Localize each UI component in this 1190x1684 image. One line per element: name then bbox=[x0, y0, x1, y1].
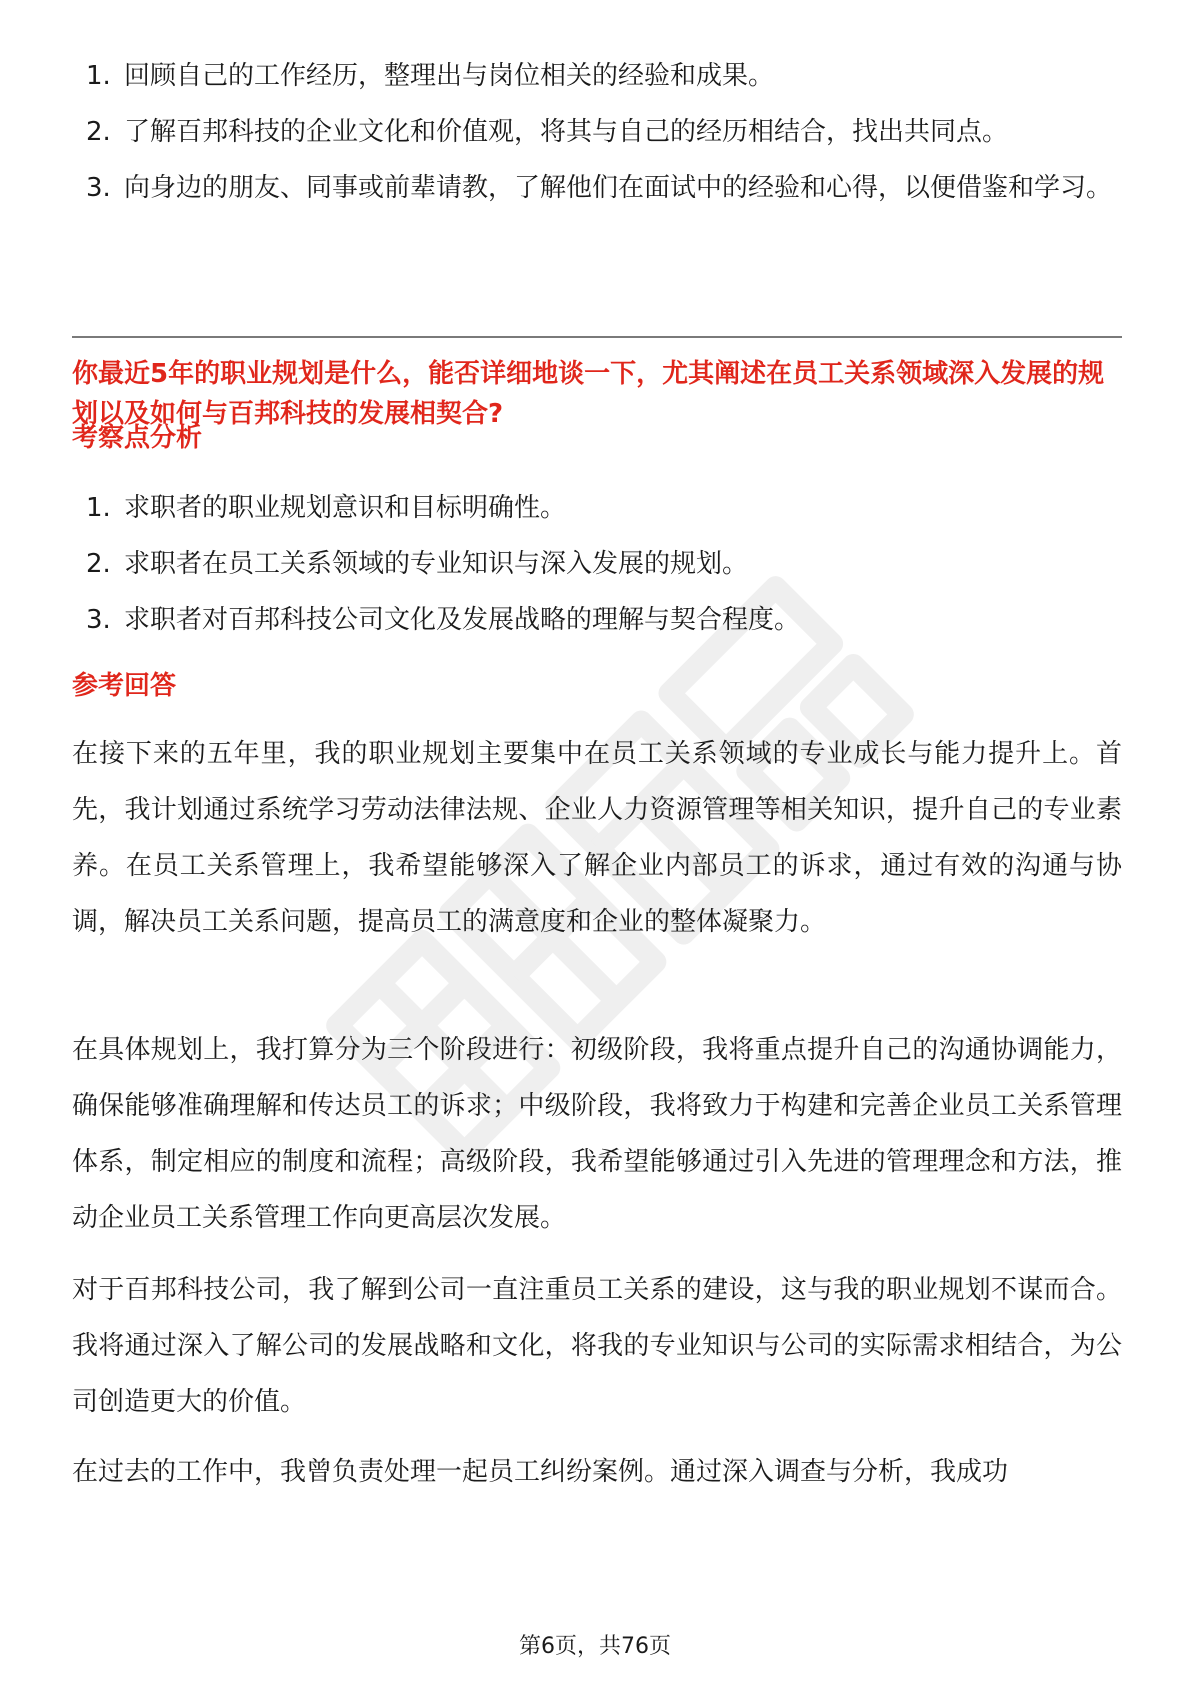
list-item-number: 3. bbox=[86, 605, 111, 635]
answer-paragraph: 在具体规划上，我打算分为三个阶段进行：初级阶段，我将重点提升自己的沟通协调能力，确保能够准确理解和传达员工的诉求；中级阶段，我将致力于构建和完善企业员工关系管理体系，制定相应的制度和流程；高级阶段，我希望能够通过引入先进的管理理念和方法，推动企业员工关系管理工作向更高层次发展。 bbox=[72, 1035, 1122, 1233]
list-item bbox=[72, 160, 1122, 216]
analysis-heading: 考察点分析 bbox=[72, 423, 203, 453]
list-item-number: 3. bbox=[86, 173, 111, 203]
list-item-number: 1. bbox=[86, 61, 111, 91]
answer-paragraph: 对于百邦科技公司，我了解到公司一直注重员工关系的建设，这与我的职业规划不谋而合。我将通过深入了解公司的发展战略和文化，将我的专业知识与公司的实际需求相结合，为公司创造更大的价值。 bbox=[72, 1275, 1122, 1417]
list-item-text: 回顾自己的工作经历，整理出与岗位相关的经验和成果。 bbox=[124, 61, 775, 91]
list-item-text: 向身边的朋友、同事或前辈请教，了解他们在面试中的经验和心得，以便借鉴和学习。 bbox=[124, 173, 1113, 203]
list-item-text: 求职者的职业规划意识和目标明确性。 bbox=[124, 493, 567, 523]
list-item-number: 1. bbox=[86, 493, 111, 523]
answer-paragraph: 在过去的工作中，我曾负责处理一起员工纠纷案例。通过深入调查与分析，我成功 bbox=[72, 1457, 1009, 1487]
page-number-footer: 第6页，共76页 bbox=[519, 1634, 671, 1659]
list-item-text: 了解百邦科技的企业文化和价值观，将其与自己的经历相结合，找出共同点。 bbox=[124, 117, 1009, 147]
section-divider bbox=[72, 336, 1122, 338]
list-item-text: 求职者对百邦科技公司文化及发展战略的理解与契合程度。 bbox=[124, 605, 801, 635]
list-item-number: 2. bbox=[86, 549, 111, 579]
top-numbered-list bbox=[72, 48, 1122, 216]
answer-heading: 参考回答 bbox=[72, 671, 177, 701]
answer-paragraph: 在接下来的五年里，我的职业规划主要集中在员工关系领域的专业成长与能力提升上。首先，我计划通过系统学习劳动法律法规、企业人力资源管理等相关知识，提升自己的专业素养。在员工关系管理上，我希望能够深入了解企业内部员工的诉求，通过有效的沟通与协调，解决员工关系问题，提高员工的满意度和企业的整体凝聚力。 bbox=[72, 739, 1122, 937]
list-item bbox=[72, 592, 1122, 648]
list-item-number: 2. bbox=[86, 117, 111, 147]
list-item bbox=[72, 48, 1122, 104]
interview-question: 你最近5年的职业规划是什么，能否详细地谈一下，尤其阐述在员工关系领域深入发展的规划以及如何与百邦科技的发展相契合? bbox=[72, 359, 1105, 429]
analysis-list bbox=[72, 480, 1122, 648]
list-item bbox=[72, 480, 1122, 536]
list-item bbox=[72, 104, 1122, 160]
list-item-text: 求职者在员工关系领域的专业知识与深入发展的规划。 bbox=[124, 549, 749, 579]
list-item bbox=[72, 536, 1122, 592]
